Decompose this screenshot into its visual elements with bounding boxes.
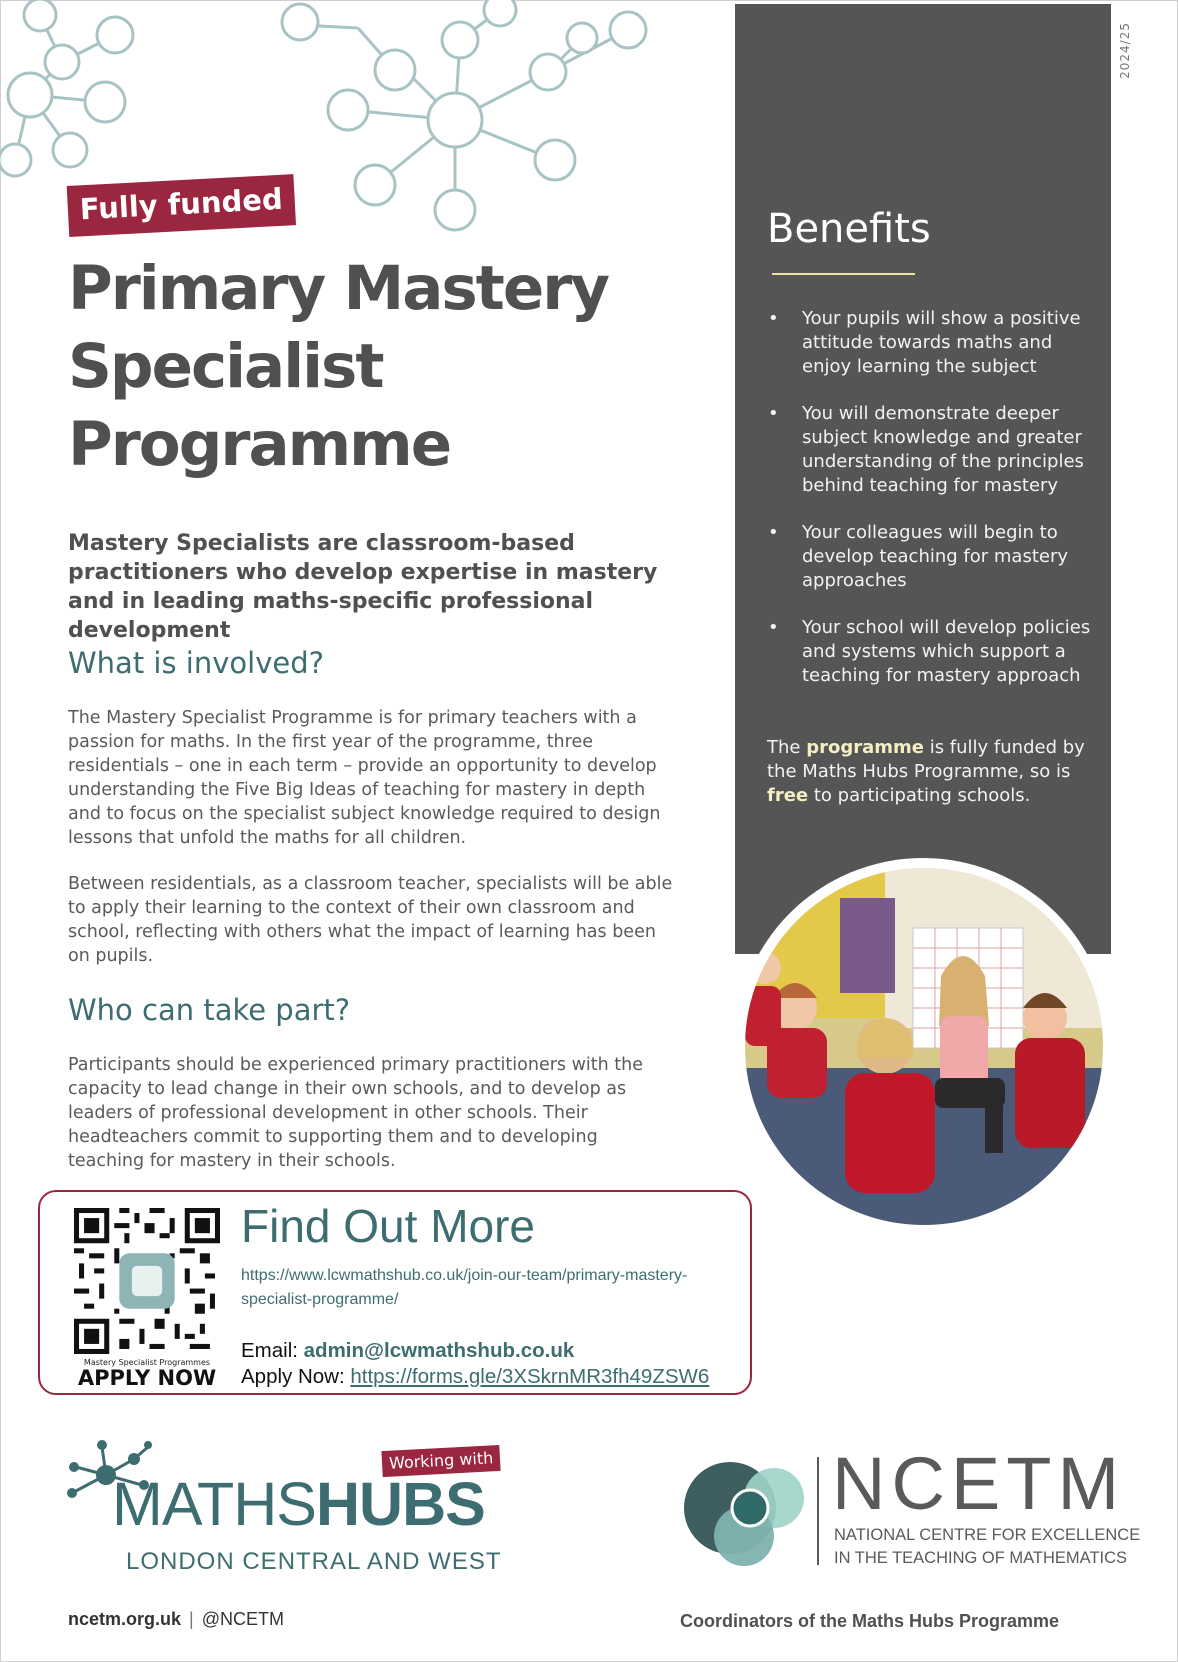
ncetm-logo-icon: [682, 1450, 812, 1570]
apply-link[interactable]: https://forms.gle/3XSkrnMR3fh49ZSW6: [350, 1365, 710, 1388]
bullet-icon: •: [768, 403, 779, 424]
benefits-heading: Benefits: [767, 206, 931, 252]
maths-hubs-wordmark: MATHSHUBS: [112, 1470, 485, 1538]
find-out-more-heading: Find Out More: [241, 1200, 535, 1252]
funding-statement: The programme is fully funded by the Maths Hubs Programme, so is free to participating schools.: [767, 737, 1085, 806]
lead-paragraph: Mastery Specialists are classroom-based practitioners who develop expertise in mastery and in leading maths-specific professional development: [68, 531, 658, 643]
email-link[interactable]: admin@lcwmathshub.co.uk: [303, 1339, 575, 1362]
funding-emphasis: programme: [806, 737, 924, 758]
who-heading: Who can take part?: [68, 993, 351, 1027]
involved-paragraph-2: Between residentials, as a classroom teacher, specialists will be able to apply their learning to the context of their own classroom and school, reflecting with others what the impact of learning has been on pupils.: [68, 874, 673, 966]
page-title: [68, 250, 608, 484]
ncetm-wordmark: NCETM: [832, 1442, 1126, 1525]
who-paragraph: Participants should be experienced primary practitioners with the capacity to lead change in their own schools, and to develop as leaders of professional development in other schools. Their headteachers commit to supporting them and to developing teaching for mastery in their schools.: [68, 1055, 643, 1171]
title-line-1: Primary Mastery: [68, 253, 609, 324]
title-line-3: Programme: [68, 409, 451, 480]
programme-url-link[interactable]: https://www.lcwmathshub.co.uk/join-our-team/primary-mastery-specialist-programme/: [241, 1267, 688, 1308]
bullet-icon: •: [768, 308, 779, 329]
footer-links: ncetm.org.uk | @NCETM: [68, 1609, 284, 1629]
hub-name: LONDON CENTRAL AND WEST: [126, 1548, 502, 1575]
ncetm-divider: [817, 1457, 819, 1565]
ncetm-tagline-2: IN THE TEACHING OF MATHEMATICS: [834, 1549, 1128, 1567]
site-link[interactable]: ncetm.org.uk: [68, 1609, 182, 1629]
qr-caption: Mastery Specialist Programmes: [83, 1358, 211, 1367]
involved-heading: What is involved?: [68, 646, 325, 680]
email-line: Email: admin@lcwmathshub.co.uk: [241, 1339, 575, 1362]
footer-coordinators: Coordinators of the Maths Hubs Programme: [680, 1611, 1060, 1631]
involved-paragraph-1: The Mastery Specialist Programme is for primary teachers with a passion for maths. In the first year of the programme, three residentials – one in each term – provide an opportunity to develop understanding the Five Big Ideas of teaching for mastery in depth and to focus on the specialist subject knowledge required to design lessons that unfold the maths for all children.: [68, 708, 661, 848]
ncetm-tagline-1: NATIONAL CENTRE FOR EXCELLENCE: [834, 1526, 1141, 1544]
working-with-badge: Working with: [381, 1445, 500, 1477]
classroom-photo: [745, 868, 1103, 1225]
title-line-2: Specialist: [68, 331, 383, 402]
year-label: 2024/25: [1118, 22, 1132, 79]
free-emphasis: free: [767, 785, 809, 806]
benefits-divider: [772, 273, 915, 275]
apply-line: Apply Now: https://forms.gle/3XSkrnMR3fh49ZSW6: [241, 1365, 710, 1388]
bullet-icon: •: [768, 522, 779, 543]
qr-code-icon[interactable]: [74, 1208, 220, 1354]
qr-apply-label: APPLY NOW: [77, 1366, 217, 1390]
bullet-icon: •: [768, 617, 779, 638]
twitter-handle[interactable]: @NCETM: [201, 1609, 284, 1629]
fully-funded-badge: Fully funded: [67, 174, 296, 237]
